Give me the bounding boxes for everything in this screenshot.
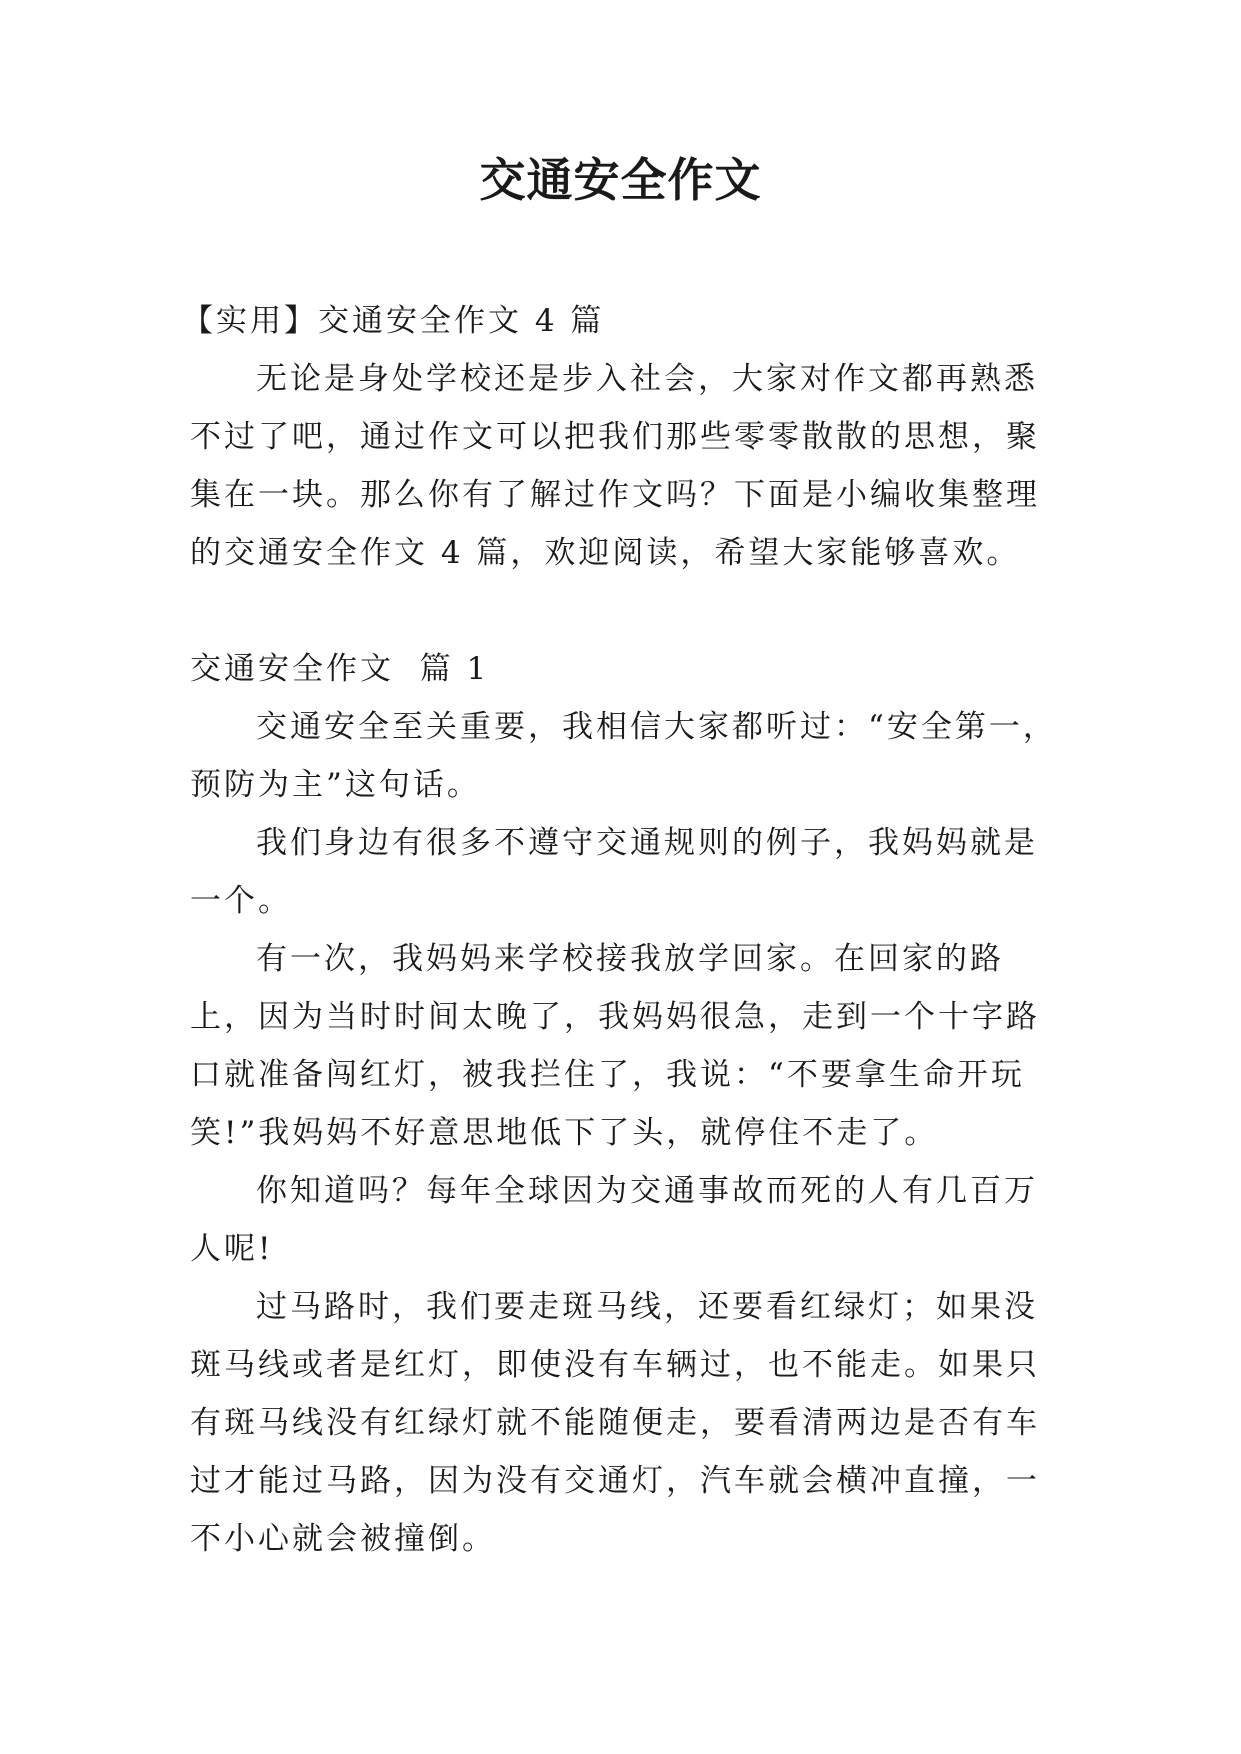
section-spacer <box>190 582 1062 640</box>
body-paragraph-5: 过马路时，我们要走斑马线，还要看红绿灯；如果没斑马线或者是红灯，即使没有车辆过，也不能走。如果只有斑马线没有红绿灯就不能随便走，要看清两边是否有车过才能过马路，因为没有交通灯，汽车就会横冲直撞，一不小心就会被撞倒。 <box>190 1289 1040 1557</box>
intro-paragraph: 无论是身处学校还是步入社会，大家对作文都再熟悉不过了吧，通过作文可以把我们那些零零散散的思想，聚集在一块。那么你有了解过作文吗？下面是小编收集整理的交通安全作文 4 篇，欢迎阅读，希望大家能够喜欢。 <box>190 361 1040 571</box>
section-heading: 交通安全作文 篇 1 <box>190 651 490 687</box>
document-title: 交通安全作文 <box>479 153 762 207</box>
body-paragraph-1: 交通安全至关重要，我相信大家都听过：“安全第一，预防为主”这句话。 <box>190 709 1057 803</box>
body-paragraph-4: 你知道吗？每年全球因为交通事故而死的人有几百万人呢! <box>190 1173 1038 1267</box>
document-body <box>182 292 1062 1568</box>
body-paragraph-3: 有一次，我妈妈来学校接我放学回家。在回家的路上，因为当时时间太晚了，我妈妈很急，走到一个十字路口就准备闯红灯，被我拦住了，我说：“不要拿生命开玩笑!”我妈妈不好意思地低下了头，就停住不走了。 <box>190 941 1040 1151</box>
body-paragraph-2: 我们身边有很多不遵守交通规则的例子，我妈妈就是一个。 <box>190 825 1038 919</box>
document-subtitle: 【实用】交通安全作文 4 篇 <box>182 303 605 339</box>
